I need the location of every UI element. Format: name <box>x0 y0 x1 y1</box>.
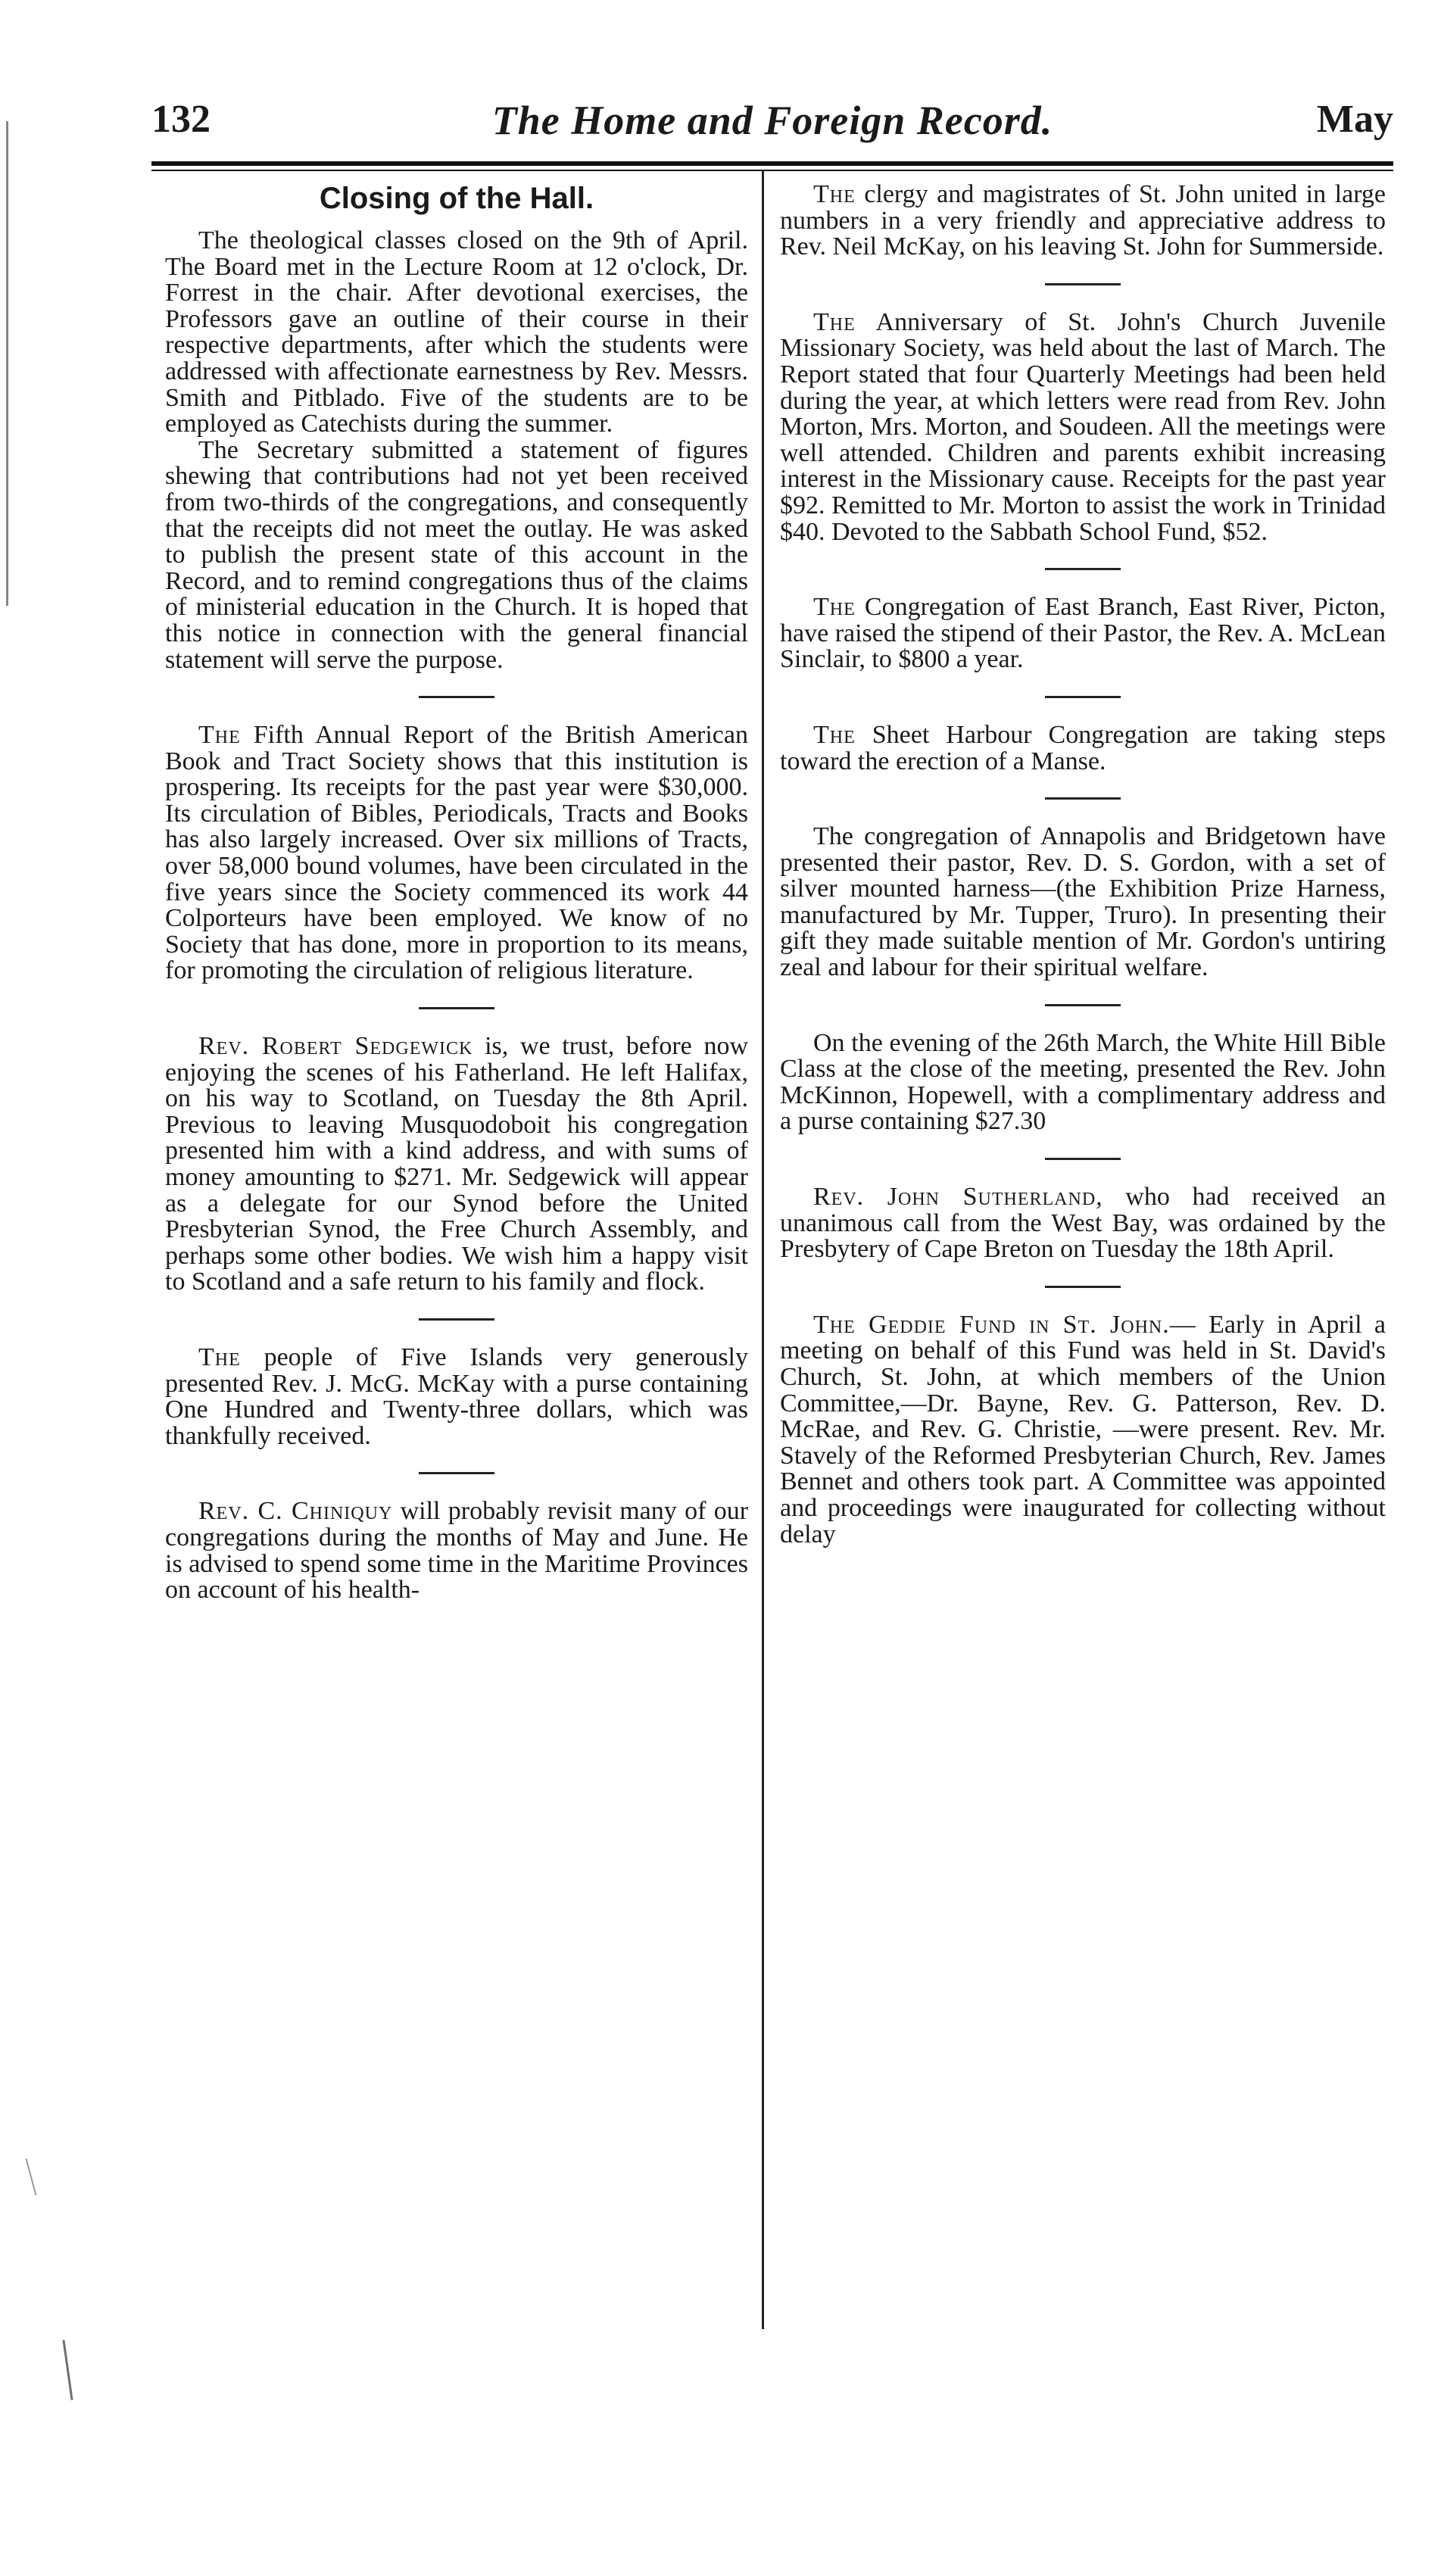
article-paragraph: The Fifth Annual Report of the British American Book and Tract Society shows that this institution is prospering. Its receipts for the past year were $30,000. Its circulation of Bibles, Periodicals, Tracts and Books has also largely increased. Over six millions of Tracts, over 58,000 bound volumes, have been circulated in the five years since the Society commenced its work 44 Colporteurs have been employed. We know of no Society that has done, more in proportion to its means, for promoting the circulation of religious literature. <box>165 721 748 985</box>
lead-in: The <box>198 1343 241 1371</box>
header-rule-thin <box>151 170 1393 171</box>
lead-in: Rev. Robert Sedgewick <box>198 1032 473 1061</box>
article-paragraph: Rev. Robert Sedgewick is, we trust, before now enjoying the scenes of his Fatherland. He left Halifax, on his way to Scotland, on Tuesday the 8th April. Previous to leaving Musquodoboit his congregation presented him with a kind address, and with sums of money amounting to $271. Mr. Sedgewick will appear as a delegate for our Synod before the United Presbyterian Synod, the Free Church Assembly, and perhaps some other bodies. We wish him a happy visit to Scotland and a safe return to his family and flock. <box>165 1032 749 1296</box>
scan-edge-mark <box>26 2159 37 2196</box>
separator-rule <box>1045 1286 1121 1288</box>
lead-in: Rev. John Sutherland, <box>813 1183 1103 1212</box>
lead-in: The <box>813 307 856 336</box>
lead-in: The <box>813 180 856 208</box>
article-paragraph: Rev. C. Chiniquy will probably revisit many of our congregations during the months of May and June. He is advised to spend some time in the Maritime Provinces on account of his health- <box>165 1497 749 1605</box>
article-paragraph: The Anniversary of St. John's Church Juvenile Missionary Society, was held about the last of March. The Report stated that four Quarterly Meetings had been held during the year, at which letters were read from Rev. John Morton, Mrs. Morton, and Soudeen. All the meetings were well attended. Children and parents exhibit increasing interest in the Missionary cause. Receipts for the past year $92. Remitted to Mr. Morton to assist the work in Trinidad $40. Devoted to the Sabbath School Fund, $52. <box>780 307 1386 546</box>
separator-rule <box>419 1318 494 1321</box>
article-paragraph: The Secretary submitted a statement of figures shewing that contributions had not yet been received from two-thirds of the congregations, and consequently that the receipts did not meet the outlay. He was asked to publish the present state of this account in the Record, and to remind congregations thus of the claims of ministerial education in the Church. It is hoped that this notice in connection with the general financial statement will serve the purpose. <box>165 435 748 674</box>
lead-in: The <box>198 721 241 750</box>
scan-edge-mark <box>6 121 8 606</box>
running-head <box>151 97 1393 157</box>
separator-rule <box>1045 1004 1121 1006</box>
article-paragraph: Rev. John Sutherland, who had received an unanimous call from the West Bay, was ordained by the Presbytery of Cape Breton on Tuesday the 18th April. <box>780 1183 1386 1264</box>
lead-in: The <box>813 720 856 749</box>
separator-rule <box>1045 283 1121 285</box>
article-paragraph: The Sheet Harbour Congregation are taking steps toward the erection of a Manse. <box>780 720 1386 775</box>
separator-rule <box>1045 1158 1121 1160</box>
separator-rule <box>1045 568 1121 570</box>
article-paragraph: The people of Five Islands very generously presented Rev. J. McG. McKay with a purse containing One Hundred and Twenty-three dollars, which was thankfully received. <box>165 1343 748 1450</box>
lead-in: The <box>813 593 856 622</box>
column-divider <box>762 171 764 2329</box>
issue-month: May <box>1316 98 1393 141</box>
separator-rule <box>419 1472 494 1474</box>
publication-title: The Home and Foreign Record. <box>491 98 1053 143</box>
page-number: 132 <box>151 98 211 141</box>
article-paragraph: The Geddie Fund in St. John.— Early in April a meeting on behalf of this Fund was held in St. David's Church, St. John, at which members of the Union Committee,—Dr. Bayne, Rev. G. Patterson, Rev. D. McRae, and Rev. G. Christie, —were present. Rev. Mr. Stavely of the Reformed Presbyterian Church, Rev. James Bennet and others took part. A Committee was appointed and proceedings were inaugurated for collecting without delay <box>780 1310 1386 1548</box>
article-paragraph: The clergy and magistrates of St. John united in large numbers in a very friendly and appreciative address to Rev. Neil McKay, on his leaving St. John for Summerside. <box>780 180 1386 261</box>
article-paragraph: On the evening of the 26th March, the White Hill Bible Class at the close of the meeting, presented the Rev. John McKinnon, Hopewell, with a complimentary address and a purse containing $27.30 <box>780 1028 1386 1136</box>
section-heading: Closing of the Hall. <box>319 182 594 215</box>
separator-rule <box>1045 696 1121 698</box>
header-rule <box>151 161 1393 166</box>
scan-edge-mark <box>62 2340 73 2400</box>
separator-rule <box>419 1007 494 1009</box>
separator-rule <box>1045 797 1121 800</box>
article-paragraph: The congregation of Annapolis and Bridgetown have presented their pastor, Rev. D. S. Gordon, with a set of silver mounted harness—(the Exhibition Prize Harness, manufactured by Mr. Tupper, Truro). In presenting their gift they made suitable mention of Mr. Gordon's untiring zeal and labour for their spiritual welfare. <box>780 822 1386 982</box>
lead-in: The Geddie Fund in St. John.— <box>813 1310 1196 1339</box>
right-column <box>780 182 1386 1548</box>
lead-in: Rev. C. Chiniquy <box>198 1497 393 1526</box>
article-paragraph: The Congregation of East Branch, East River, Picton, have raised the stipend of their Pastor, the Rev. A. McLean Sinclair, to $800 a year. <box>780 593 1386 674</box>
article-paragraph: The theological classes closed on the 9th of April. The Board met in the Lecture Room at 12 o'clock, Dr. Forrest in the chair. After devotional exercises, the Professors gave an outline of their course in their respective departments, after which the students were addressed with affectionate earnestness by Rev. Messrs. Smith and Pitblado. Five of the students are to be employed as Catechists during the summer. <box>165 226 748 438</box>
separator-rule <box>419 696 494 698</box>
left-column <box>165 182 748 1604</box>
